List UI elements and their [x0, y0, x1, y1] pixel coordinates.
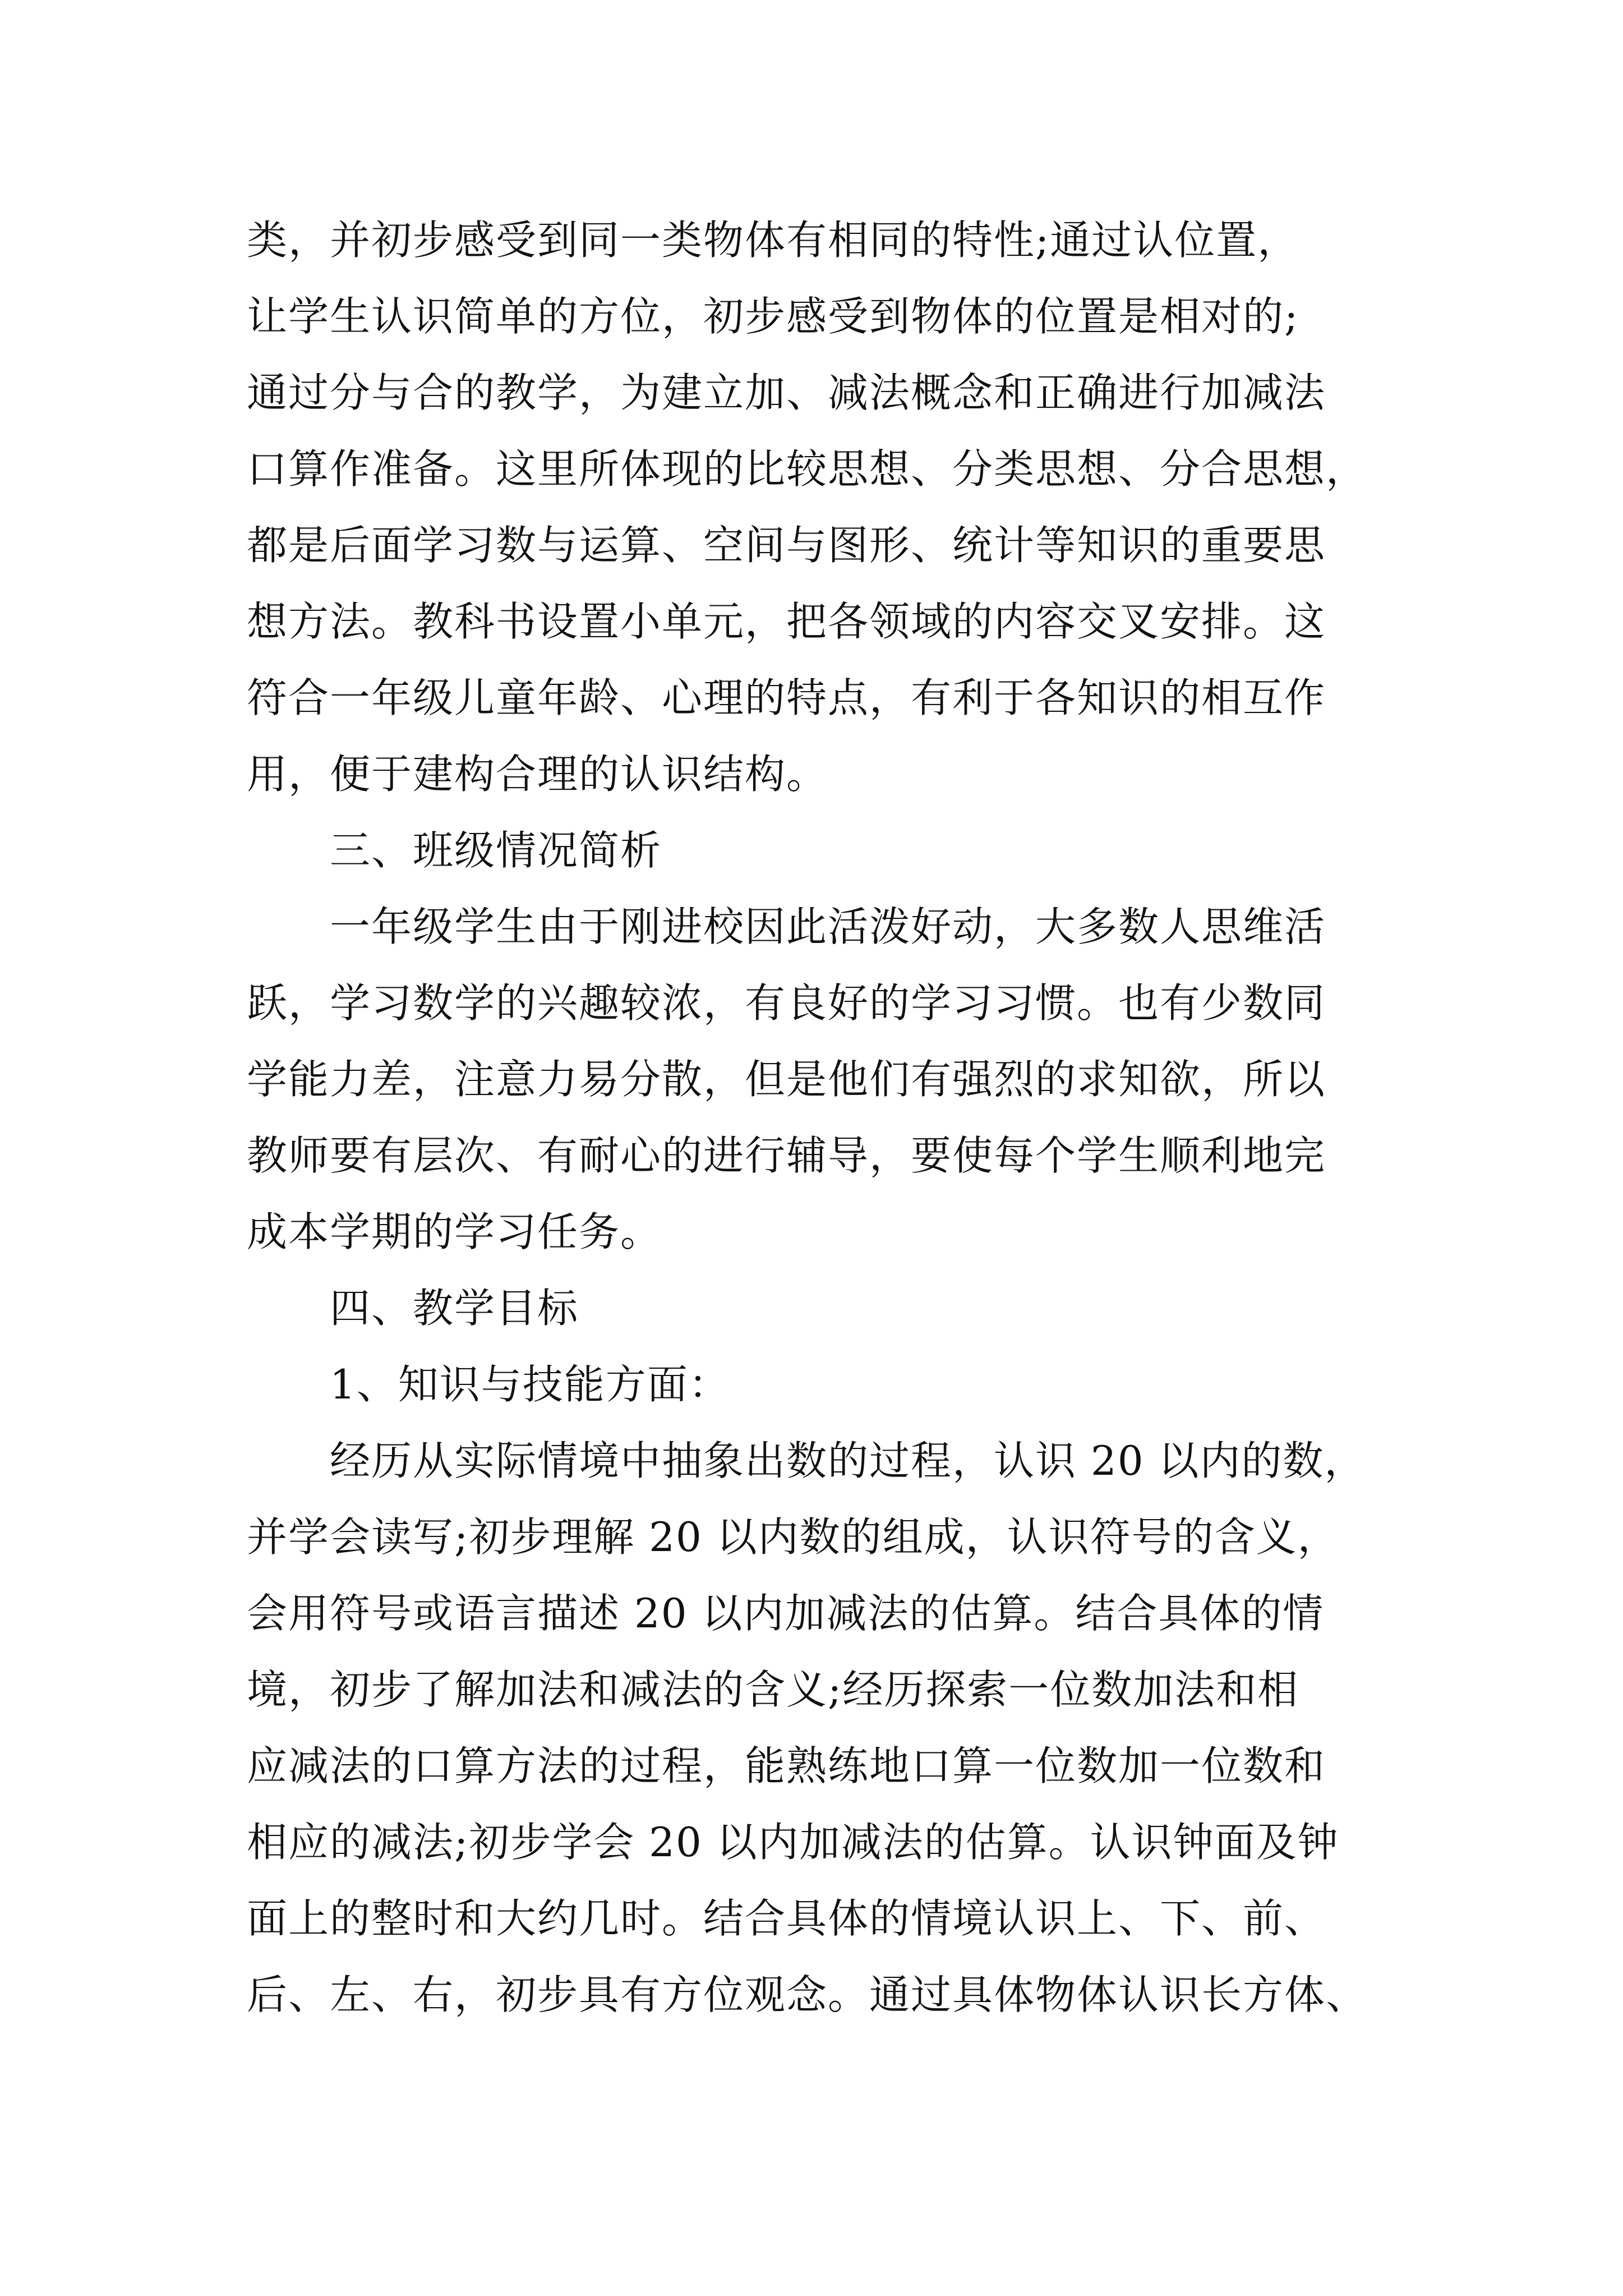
- text-line: 后、左、右，初步具有方位观念。通过具体物体认识长方体、: [247, 1971, 1368, 2018]
- text-line: 想方法。教科书设置小单元，把各领域的内容交叉安排。这: [247, 598, 1326, 645]
- text-line: 境，初步了解加法和减法的含义;经历探索一位数加法和相: [247, 1666, 1299, 1713]
- text-line: 并学会读写;初步理解 20 以内数的组成，认识符号的含义，: [247, 1513, 1339, 1561]
- body-text: [247, 202, 1402, 2033]
- section-heading: 四、教学目标: [247, 1285, 579, 1332]
- text-line: 都是后面学习数与运算、空间与图形、统计等知识的重要思: [247, 522, 1326, 569]
- text-line: 成本学期的学习任务。: [247, 1208, 662, 1255]
- text-line: 符合一年级儿童年龄、心理的特点，有利于各知识的相互作: [247, 674, 1326, 721]
- text-line: 面上的整时和大约几时。结合具体的情境认识上、下、前、: [247, 1895, 1326, 1942]
- text-line: 跃，学习数学的兴趣较浓，有良好的学习习惯。也有少数同: [247, 979, 1326, 1027]
- text-line: 教师要有层次、有耐心的进行辅导，要使每个学生顺利地完: [247, 1132, 1326, 1179]
- subsection-heading: 1、知识与技能方面：: [247, 1361, 730, 1408]
- text-line: 类，并初步感受到同一类物体有相同的特性;通过认位置，: [247, 217, 1299, 264]
- text-line: 通过分与合的教学，为建立加、减法概念和正确进行加减法: [247, 369, 1326, 416]
- text-line: 应减法的口算方法的过程，能熟练地口算一位数加一位数和: [247, 1742, 1326, 1789]
- text-line: 学能力差，注意力易分散，但是他们有强烈的求知欲，所以: [247, 1056, 1326, 1103]
- text-line: 口算作准备。这里所体现的比较思想、分类思想、分合思想，: [247, 445, 1368, 493]
- text-line: 用，便于建构合理的认识结构。: [247, 751, 828, 798]
- section-heading: 三、班级情况简析: [247, 827, 662, 874]
- text-line: 会用符号或语言描述 20 以内加减法的估算。结合具体的情: [247, 1590, 1325, 1637]
- text-line: 经历从实际情境中抽象出数的过程，认识 20 以内的数，: [247, 1437, 1366, 1484]
- text-line: 一年级学生由于刚进校因此活泼好动，大多数人思维活: [247, 903, 1326, 950]
- text-line: 让学生认识简单的方位，初步感受到物体的位置是相对的;: [247, 293, 1299, 340]
- text-line: 相应的减法;初步学会 20 以内加减法的估算。认识钟面及钟: [247, 1819, 1339, 1866]
